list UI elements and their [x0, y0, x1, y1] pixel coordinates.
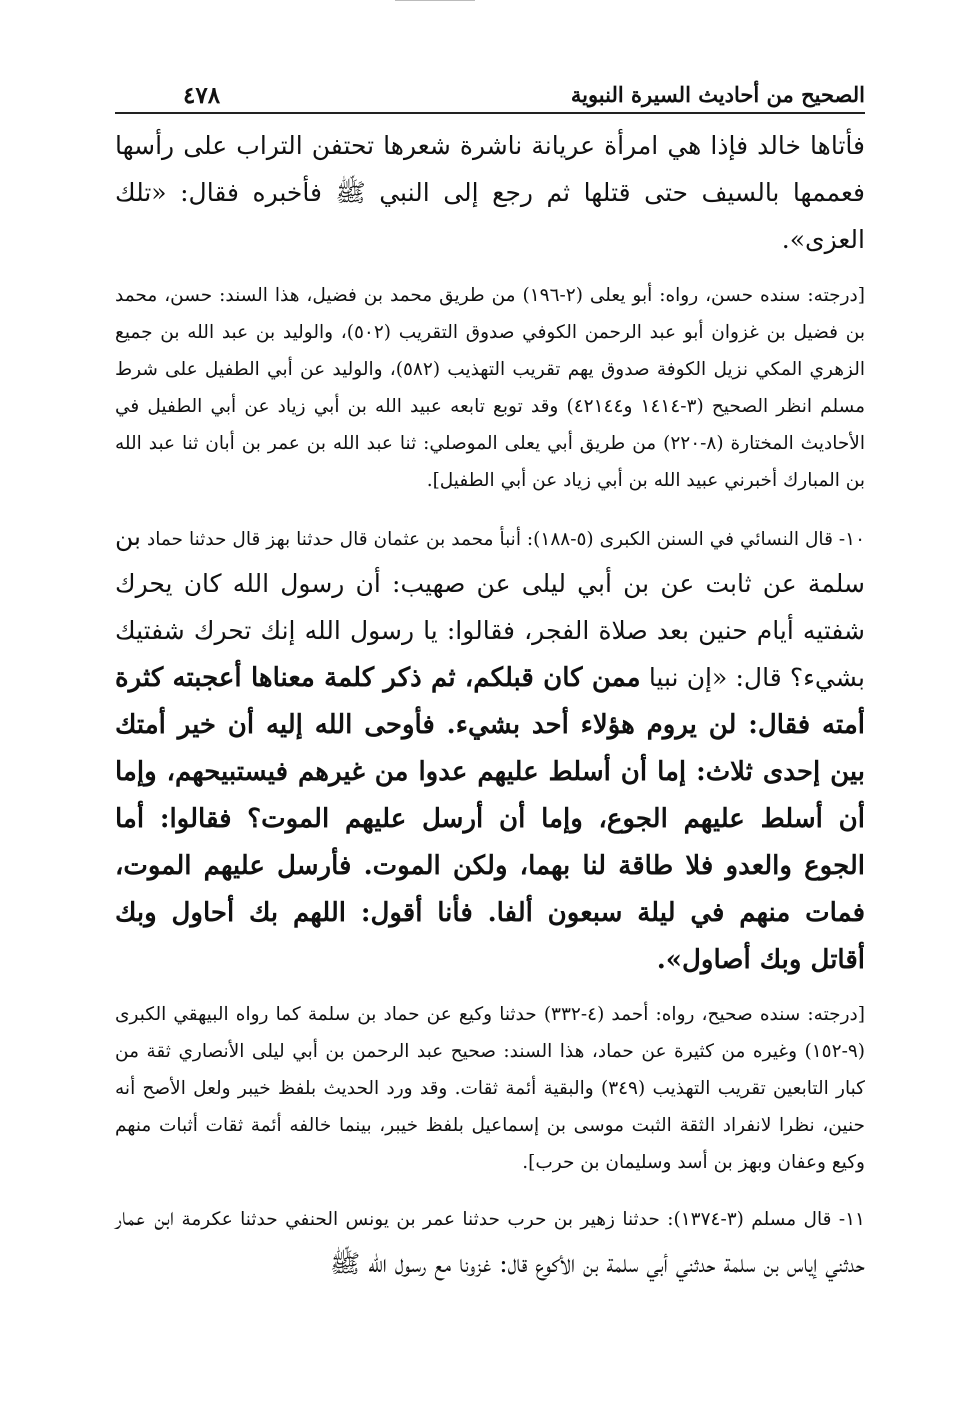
text-line: بالسيف حتى قتلها ثم رجع إلى النبي ﷺ فأخبره فقال: «تلك العزى». [115, 178, 865, 254]
paragraph-continuation [115, 122, 865, 263]
grading-note-1 [115, 277, 865, 499]
hadith-10-quote: ممن كان قبلكم، ثم ذكر كلمة معناها أعجبته كثرة أمته فقال: لن يروم هؤلاء أحد بشيء. فأوحى الله إليه أن خير أمتك بين إحدى ثلاث: إما أن أسلط عليهم عدوا من غيرهم فيستبيحهم، وإما أن أسلط عليهم الجوع، وإما أن أرسل عليهم الموت؟ فقالوا: أما الجوع والعدو فلا طاقة لنا بهما، ولكن الموت. فأرسل عليهم الموت، فمات منهم في ليلة سبعون ألفا. فأنا أقول: اللهم بك أحاول وبك أقاتل وبك أصاول». [115, 663, 865, 975]
page-number: ٤٧٨ [183, 82, 221, 109]
hadith-11-intro: ١١- قال مسلم (٣-١٣٧٤): حدثنا زهير بن حرب حدثنا عمر بن يونس الحنفي حدثنا عكرمة [174, 1209, 865, 1230]
running-title: الصحيح من أحاديث السيرة النبوية [570, 82, 865, 107]
grading-note-2 [115, 996, 865, 1181]
text-line: الطفيل على شرط مسلم انظر الصحيح (٣-١٤١٤ و٤٢١٤٤) وقد توبع تابعه عبيد الله بن أبي زياد [115, 359, 865, 417]
text-line: عن أبي الطفيل في الأحاديث المختارة (٨-٢٢٠) من طريق أبي يعلى الموصلي: ثنا عبد الله بن عمر بن [115, 396, 865, 454]
hadith-11 [115, 1193, 865, 1287]
hadith-10-narration: بن سلمة عن ثابت عن بن أبي ليلى عن صهيب: أن رسول الله كان يحرك شفتيه أيام حنين بعد صلاة الفجر، فقالوا: يا رسول الله إنك تحرك شفتيك بشيء؟ قال: «إن نبيا [115, 522, 865, 692]
text-line: أئمة ثقات أثبات منهم وكيع وعفان وبهز بن أسد وسليمان بن حرب]. [115, 1115, 865, 1173]
hadith-11-narration: ابن عمار حدثني إياس بن سلمة حدثني أبي سلمة بن الأكوع قال: غزونا مع رسول الله ﷺ [115, 1202, 865, 1278]
hadith-10-intro: ١٠- قال النسائي في السنن الكبرى (٥-١٨٨): أنبأ محمد بن عثمان قال حدثنا بهز قال حدثنا حماد [141, 529, 866, 550]
top-edge-rule [395, 0, 475, 1]
text-line: البيهقي الكبرى (٩-١٥٢) وغيره من كثيرة عن حماد، هذا السند: صحيح عبد الرحمن بن أبي ليلى [115, 1004, 865, 1062]
hadith-10 [115, 513, 865, 984]
text-line: حسن، محمد بن فضيل بن غزوان أبو عبد الرحمن الكوفي صدوق التقريب (٥٠٢)، والوليد بن عبد [115, 285, 865, 343]
text-line: الله بن جميع الزهري المكي نزيل الكوفة صدوق يهم تقريب التهذيب (٥٨٢)، والوليد عن أبي [115, 322, 865, 380]
text-line: الأنصاري ثقة من كبار التابعين تقريب التهذيب (٣٤٩) والبقية أئمة ثقات. وقد ورد الحديث بلفظ [115, 1041, 865, 1099]
text-line: فأتاها خالد فإذا هي امرأة عريانة ناشرة شعرها تحتفن التراب على رأسها فعممها [115, 131, 865, 207]
text-line: خيبر ولعل الأصح أنه حنين، نظرا لانفراد الثقة الثبت موسى بن إسماعيل بلفظ خيبر، بينما خالفه [115, 1078, 865, 1136]
running-header [115, 78, 865, 114]
text-line: [درجته: سنده حسن، رواه: أبو يعلى (٢-١٩٦) من طريق محمد بن فضيل، هذا السند: [212, 285, 865, 306]
text-line: أبان ثنا عبد الله بن المبارك أخبرني عبيد الله بن أبي زياد عن أبي الطفيل]. [115, 433, 865, 491]
text-line: [درجته: سنده صحيح، رواه: أحمد (٤-٣٣٢) حدثنا وكيع عن حماد بن سلمة كما رواه [228, 1004, 865, 1025]
book-page [115, 78, 865, 1287]
